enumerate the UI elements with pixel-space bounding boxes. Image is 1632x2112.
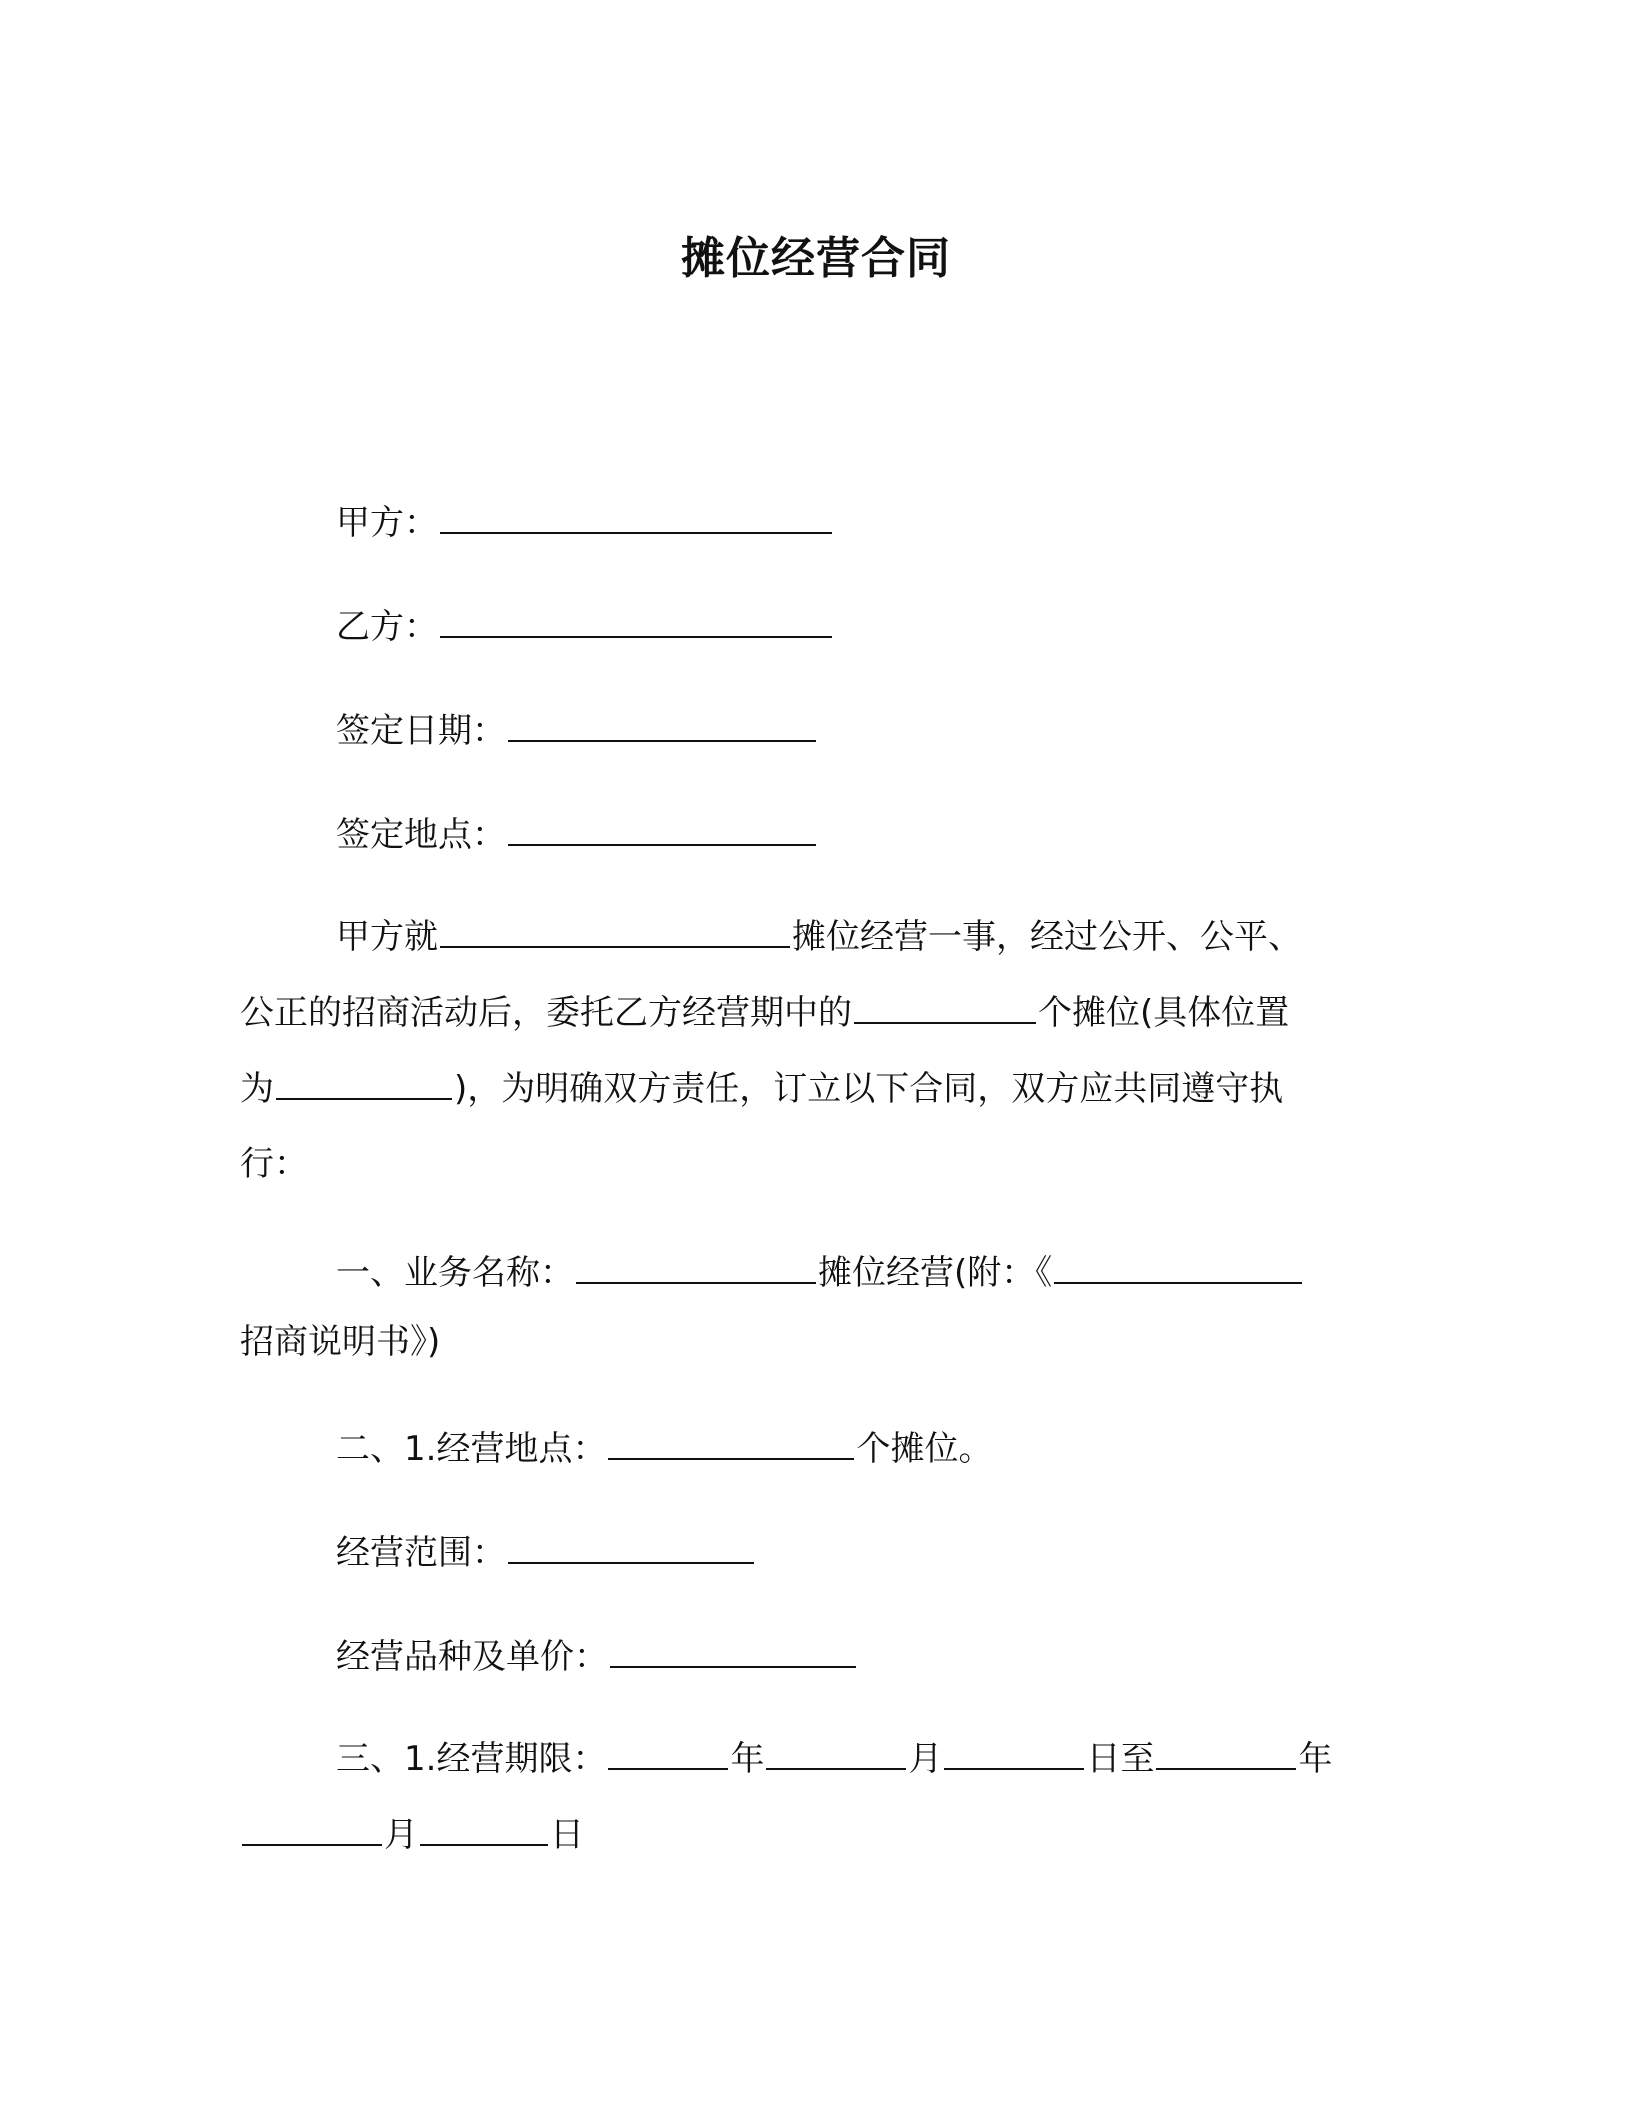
varieties-blank [610,1636,856,1668]
intro-text: 公正的招商活动后，委托乙方经营期中的 [240,993,852,1033]
item2-blank [608,1428,854,1460]
item1-line-2 [240,1322,440,1362]
intro-line-4 [240,1144,308,1184]
intro-blank-2 [854,992,1036,1024]
scope-line [336,1532,756,1573]
sign-place-label: 签定地点： [336,815,506,855]
intro-text: )，为明确双方责任，订立以下合同，双方应共同遵守执 [454,1069,1284,1109]
sign-place-line [336,814,818,855]
sign-date-label: 签定日期： [336,711,506,751]
sign-date-blank [508,710,816,742]
item3-blank-year2 [1156,1738,1296,1770]
party-a-blank [440,502,832,534]
item3-text: 年 [1298,1739,1333,1779]
item3-line [336,1738,1332,1779]
item3-blank-month1 [766,1738,906,1770]
intro-text: 行： [240,1144,308,1184]
item1-text: 招商说明书》) [240,1322,441,1362]
item3-blank-day1 [944,1738,1084,1770]
item3-label: 三、1.经营期限： [336,1739,607,1779]
item2-text: 个摊位。 [856,1429,993,1469]
party-b-line [336,606,834,647]
item3-text: 月 [908,1739,943,1779]
intro-text: 摊位经营一事，经过公开、公平、 [792,917,1302,957]
intro-text: 甲方就 [336,917,438,957]
intro-line-1 [336,916,1302,957]
intro-blank-3 [276,1068,452,1100]
item2-line [336,1428,992,1469]
item3-blank-month2 [242,1814,382,1846]
intro-line-3 [240,1068,1283,1109]
item3-text: 日至 [1086,1739,1155,1779]
varieties-line [336,1636,858,1677]
item1-blank-2 [1054,1252,1302,1284]
item1-text: 摊位经营(附：《 [818,1253,1053,1293]
intro-line-2 [240,992,1289,1033]
sign-date-line [336,710,818,751]
item1-line [336,1252,1304,1293]
intro-blank-1 [440,916,790,948]
varieties-label: 经营品种及单价： [336,1637,608,1677]
item3-text: 年 [730,1739,765,1779]
party-b-label: 乙方： [336,607,438,647]
item1-label: 一、业务名称： [336,1253,574,1293]
scope-label: 经营范围： [336,1533,506,1573]
intro-text: 个摊位(具体位置 [1038,993,1290,1033]
item3-text: 日 [550,1815,584,1855]
item2-label: 二、1.经营地点： [336,1429,607,1469]
item3-text: 月 [384,1815,418,1855]
intro-text: 为 [240,1069,274,1109]
item3-blank-day2 [420,1814,548,1846]
sign-place-blank [508,814,816,846]
party-a-line [336,502,834,543]
document-title: 摊位经营合同 [681,233,951,284]
scope-blank [508,1532,754,1564]
item3-blank-year1 [608,1738,728,1770]
party-b-blank [440,606,832,638]
item3-line-2 [240,1814,584,1855]
item1-blank-1 [576,1252,816,1284]
party-a-label: 甲方： [336,503,438,543]
